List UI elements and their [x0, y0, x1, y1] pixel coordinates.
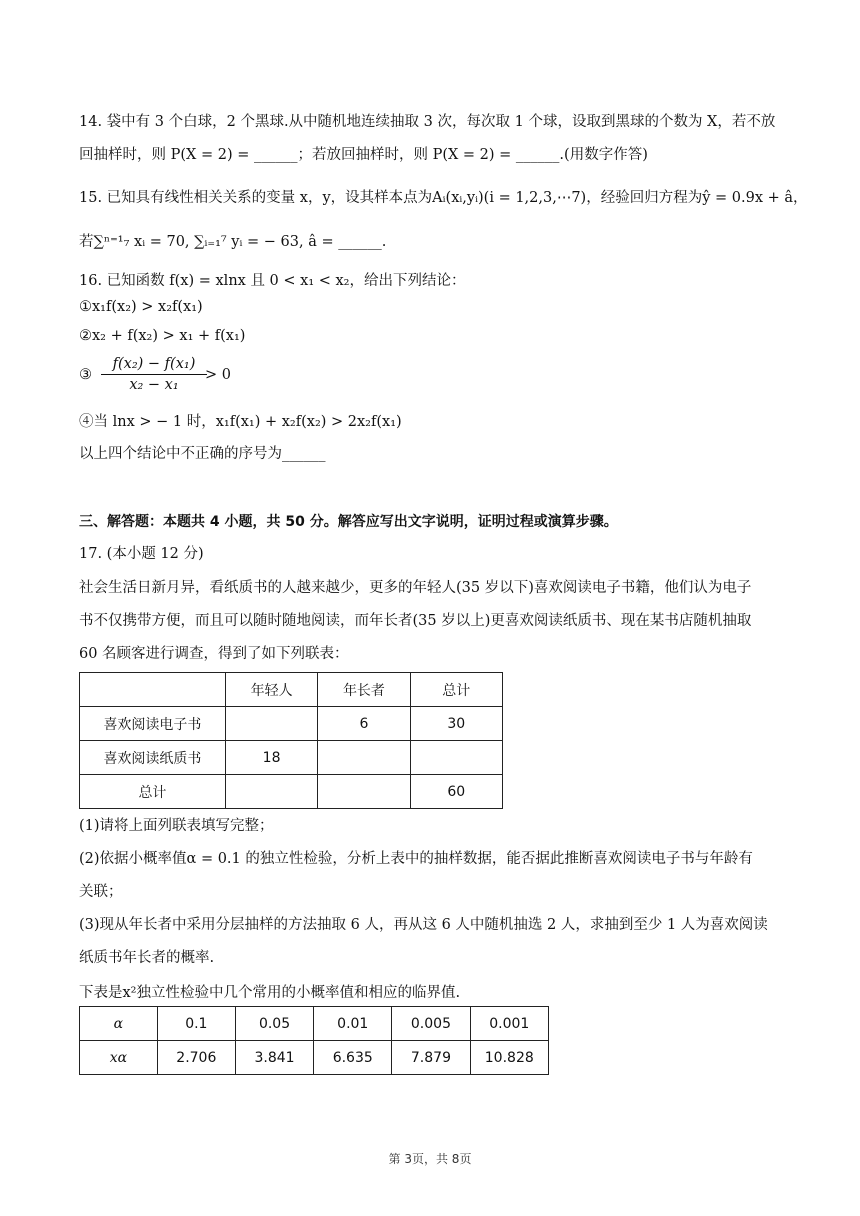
table-cell: 6.635 — [314, 1041, 392, 1075]
table-cell: α — [80, 1007, 158, 1041]
table-cell: 0.01 — [314, 1007, 392, 1041]
q17-sub-2b: 关联； — [79, 884, 123, 900]
q15-line2: 若∑ⁿ⁼¹₇ xᵢ = 70, ∑ᵢ₌₁⁷ yᵢ = − 63, â = ______. — [79, 234, 387, 250]
table-cell: 0.001 — [470, 1007, 548, 1041]
table-cell: 0.005 — [392, 1007, 470, 1041]
q17-paragraph-2: 书不仅携带方便，而且可以随时随地阅读，而年长者(35 岁以上)更喜欢阅读纸质书、现在某书店随机抽取 — [79, 613, 752, 629]
table-cell — [80, 673, 226, 707]
table-row — [80, 1007, 549, 1041]
q17-paragraph-1: 社会生活日新月异，看纸质书的人越来越少，更多的年轻人(35 岁以下)喜欢阅读电子书籍，他们认为电子 — [79, 580, 752, 596]
q16-option-3-prefix: ③ — [79, 367, 92, 383]
table-cell: 年长者 — [318, 673, 410, 707]
q16-option-2: ②x₂ + f(x₂) > x₁ + f(x₁) — [79, 328, 246, 344]
q17-sub-2a: (2)依据小概率值α = 0.1 的独立性检验，分析上表中的抽样数据，能否据此推断喜欢阅读电子书与年龄有 — [79, 851, 753, 867]
critical-value-table — [79, 1006, 549, 1075]
q16-line1: 16. 已知函数 f(x) = xlnx 且 0 < x₁ < x₂，给出下列结论： — [79, 273, 466, 289]
table-cell: 30 — [410, 707, 502, 741]
table-cell: xα — [80, 1041, 158, 1075]
table-cell — [225, 775, 317, 809]
table-cell: 总计 — [80, 775, 226, 809]
q16-fraction-numerator: f(x₂) − f(x₁) — [101, 354, 207, 375]
table-cell: 2.706 — [157, 1041, 235, 1075]
table-row — [80, 741, 503, 775]
q14-line1: 14. 袋中有 3 个白球，2 个黑球.从中随机地连续抽取 3 次，每次取 1 个球，设取到黑球的个数为 X，若不放 — [79, 114, 776, 130]
q16-option-3-fraction — [101, 354, 207, 395]
q17-sub-3a: (3)现从年长者中采用分层抽样的方法抽取 6 人，再从这 6 人中随机抽选 2 人，求抽到至少 1 人为喜欢阅读 — [79, 917, 768, 933]
table-cell: 3.841 — [235, 1041, 313, 1075]
table-cell — [225, 707, 317, 741]
table-cell: 10.828 — [470, 1041, 548, 1075]
q16-option-4: ④当 lnx > − 1 时，x₁f(x₁) + x₂f(x₂) > 2x₂f(x₁) — [79, 414, 402, 430]
q17-paragraph-3: 60 名顾客进行调查，得到了如下列联表： — [79, 646, 349, 662]
table-cell: 年轻人 — [225, 673, 317, 707]
table-cell: 总计 — [410, 673, 502, 707]
q15-line1: 15. 已知具有线性相关关系的变量 x，y，设其样本点为Aᵢ(xᵢ,yᵢ)(i = 1,2,3,⋯7)，经验回归方程为ŷ = 0.9x + â， — [79, 190, 808, 206]
table-cell: 18 — [225, 741, 317, 775]
table-cell: 0.05 — [235, 1007, 313, 1041]
section-3-heading: 三、解答题：本题共 4 小题，共 50 分。解答应写出文字说明，证明过程或演算步骤。 — [79, 514, 618, 530]
table-cell — [410, 741, 502, 775]
contingency-table — [79, 672, 503, 809]
table-cell: 喜欢阅读纸质书 — [80, 741, 226, 775]
table-cell: 6 — [318, 707, 410, 741]
q16-option-3-suffix: > 0 — [205, 367, 231, 383]
table-cell: 7.879 — [392, 1041, 470, 1075]
table-row — [80, 1041, 549, 1075]
table-cell: 60 — [410, 775, 502, 809]
table-row — [80, 775, 503, 809]
q16-option-1: ①x₁f(x₂) > x₂f(x₁) — [79, 299, 203, 315]
q14-line2: 回抽样时，则 P(X = 2) = ______；若放回抽样时，则 P(X = 2) = ______.(用数字作答) — [79, 147, 648, 163]
q17-note: 下表是x²独立性检验中几个常用的小概率值和相应的临界值. — [79, 985, 461, 1001]
q16-last: 以上四个结论中不正确的序号为______ — [79, 446, 326, 462]
table-cell — [318, 775, 410, 809]
table-cell — [318, 741, 410, 775]
q17-sub-3b: 纸质书年长者的概率. — [79, 950, 215, 966]
table-row — [80, 707, 503, 741]
q16-fraction-denominator: x₂ − x₁ — [129, 377, 179, 393]
q17-title: 17. (本小题 12 分) — [79, 546, 204, 562]
table-cell: 0.1 — [157, 1007, 235, 1041]
table-cell: 喜欢阅读电子书 — [80, 707, 226, 741]
page-footer: 第 3页，共 8页 — [388, 1152, 472, 1166]
table-row — [80, 673, 503, 707]
q17-sub-1: (1)请将上面列联表填写完整； — [79, 818, 274, 834]
